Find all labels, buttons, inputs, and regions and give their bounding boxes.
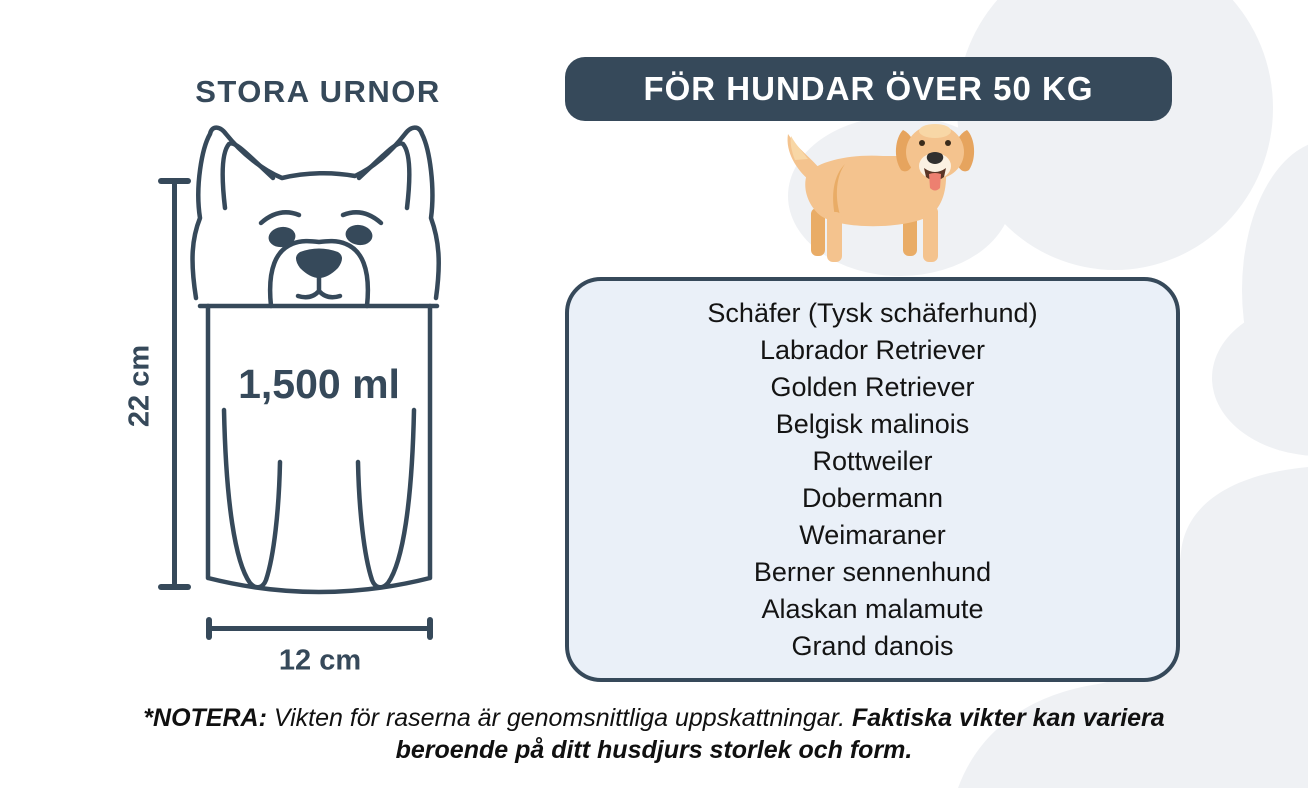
breed-item: Golden Retriever bbox=[770, 371, 975, 402]
height-dimension-line bbox=[172, 181, 177, 586]
urn-volume-label: 1,500 ml bbox=[238, 361, 400, 407]
urn-inner-ear-right bbox=[359, 143, 409, 208]
breed-item: Grand danois bbox=[791, 630, 954, 661]
urn-inner-ear-left bbox=[223, 143, 273, 208]
width-dimension-label: 12 cm bbox=[278, 644, 362, 677]
breed-list bbox=[569, 295, 1176, 665]
urn-section-title: STORA URNOR bbox=[195, 74, 441, 109]
breed-item: Schäfer (Tysk schäferhund) bbox=[707, 297, 1038, 328]
height-dimension-cap-bottom bbox=[158, 584, 191, 590]
footnote bbox=[134, 702, 1174, 766]
urn-eyebrow-right bbox=[343, 212, 381, 223]
breed-item: Dobermann bbox=[801, 482, 944, 513]
width-dimension-line bbox=[209, 626, 430, 631]
dog-eye-right bbox=[945, 140, 951, 146]
urn-nose bbox=[296, 249, 342, 279]
dog-eye-left bbox=[919, 140, 925, 146]
breed-item: Alaskan malamute bbox=[761, 593, 984, 624]
weight-category-header: FÖR HUNDAR ÖVER 50 KG bbox=[565, 57, 1172, 121]
footnote-bold-text: Faktiska vikter kan variera beroende på ditt husdjurs storlek och form. bbox=[395, 704, 1165, 764]
dog-urn-illustration-icon bbox=[185, 110, 450, 608]
footnote-regular-text: Vikten för raserna är genomsnittliga uppskattningar. bbox=[273, 704, 846, 732]
height-dimension-cap-top bbox=[158, 178, 191, 184]
dog-tongue bbox=[929, 173, 941, 191]
golden-retriever-icon bbox=[775, 116, 990, 266]
breed-list-box bbox=[565, 277, 1180, 682]
width-dimension-cap-right bbox=[427, 617, 433, 640]
breed-item: Rottweiler bbox=[812, 445, 933, 476]
bg-paw-toe-icon bbox=[957, 0, 1273, 270]
urn-front-leg-left bbox=[224, 410, 280, 587]
breed-item: Labrador Retriever bbox=[759, 334, 986, 365]
bg-paw-toe-icon bbox=[1212, 300, 1308, 456]
width-dimension-cap-left bbox=[206, 617, 212, 640]
breed-item: Berner sennenhund bbox=[753, 556, 992, 587]
height-dimension-label: 22 cm bbox=[123, 344, 156, 428]
urn-mouth bbox=[298, 278, 340, 297]
footnote-label: *NOTERA: bbox=[143, 704, 267, 732]
urn-eyebrow-left bbox=[261, 212, 299, 223]
urn-front-leg-right bbox=[358, 410, 414, 587]
urn-body bbox=[208, 306, 430, 592]
breed-item: Belgisk malinois bbox=[775, 408, 970, 439]
breed-item: Weimaraner bbox=[799, 519, 946, 550]
